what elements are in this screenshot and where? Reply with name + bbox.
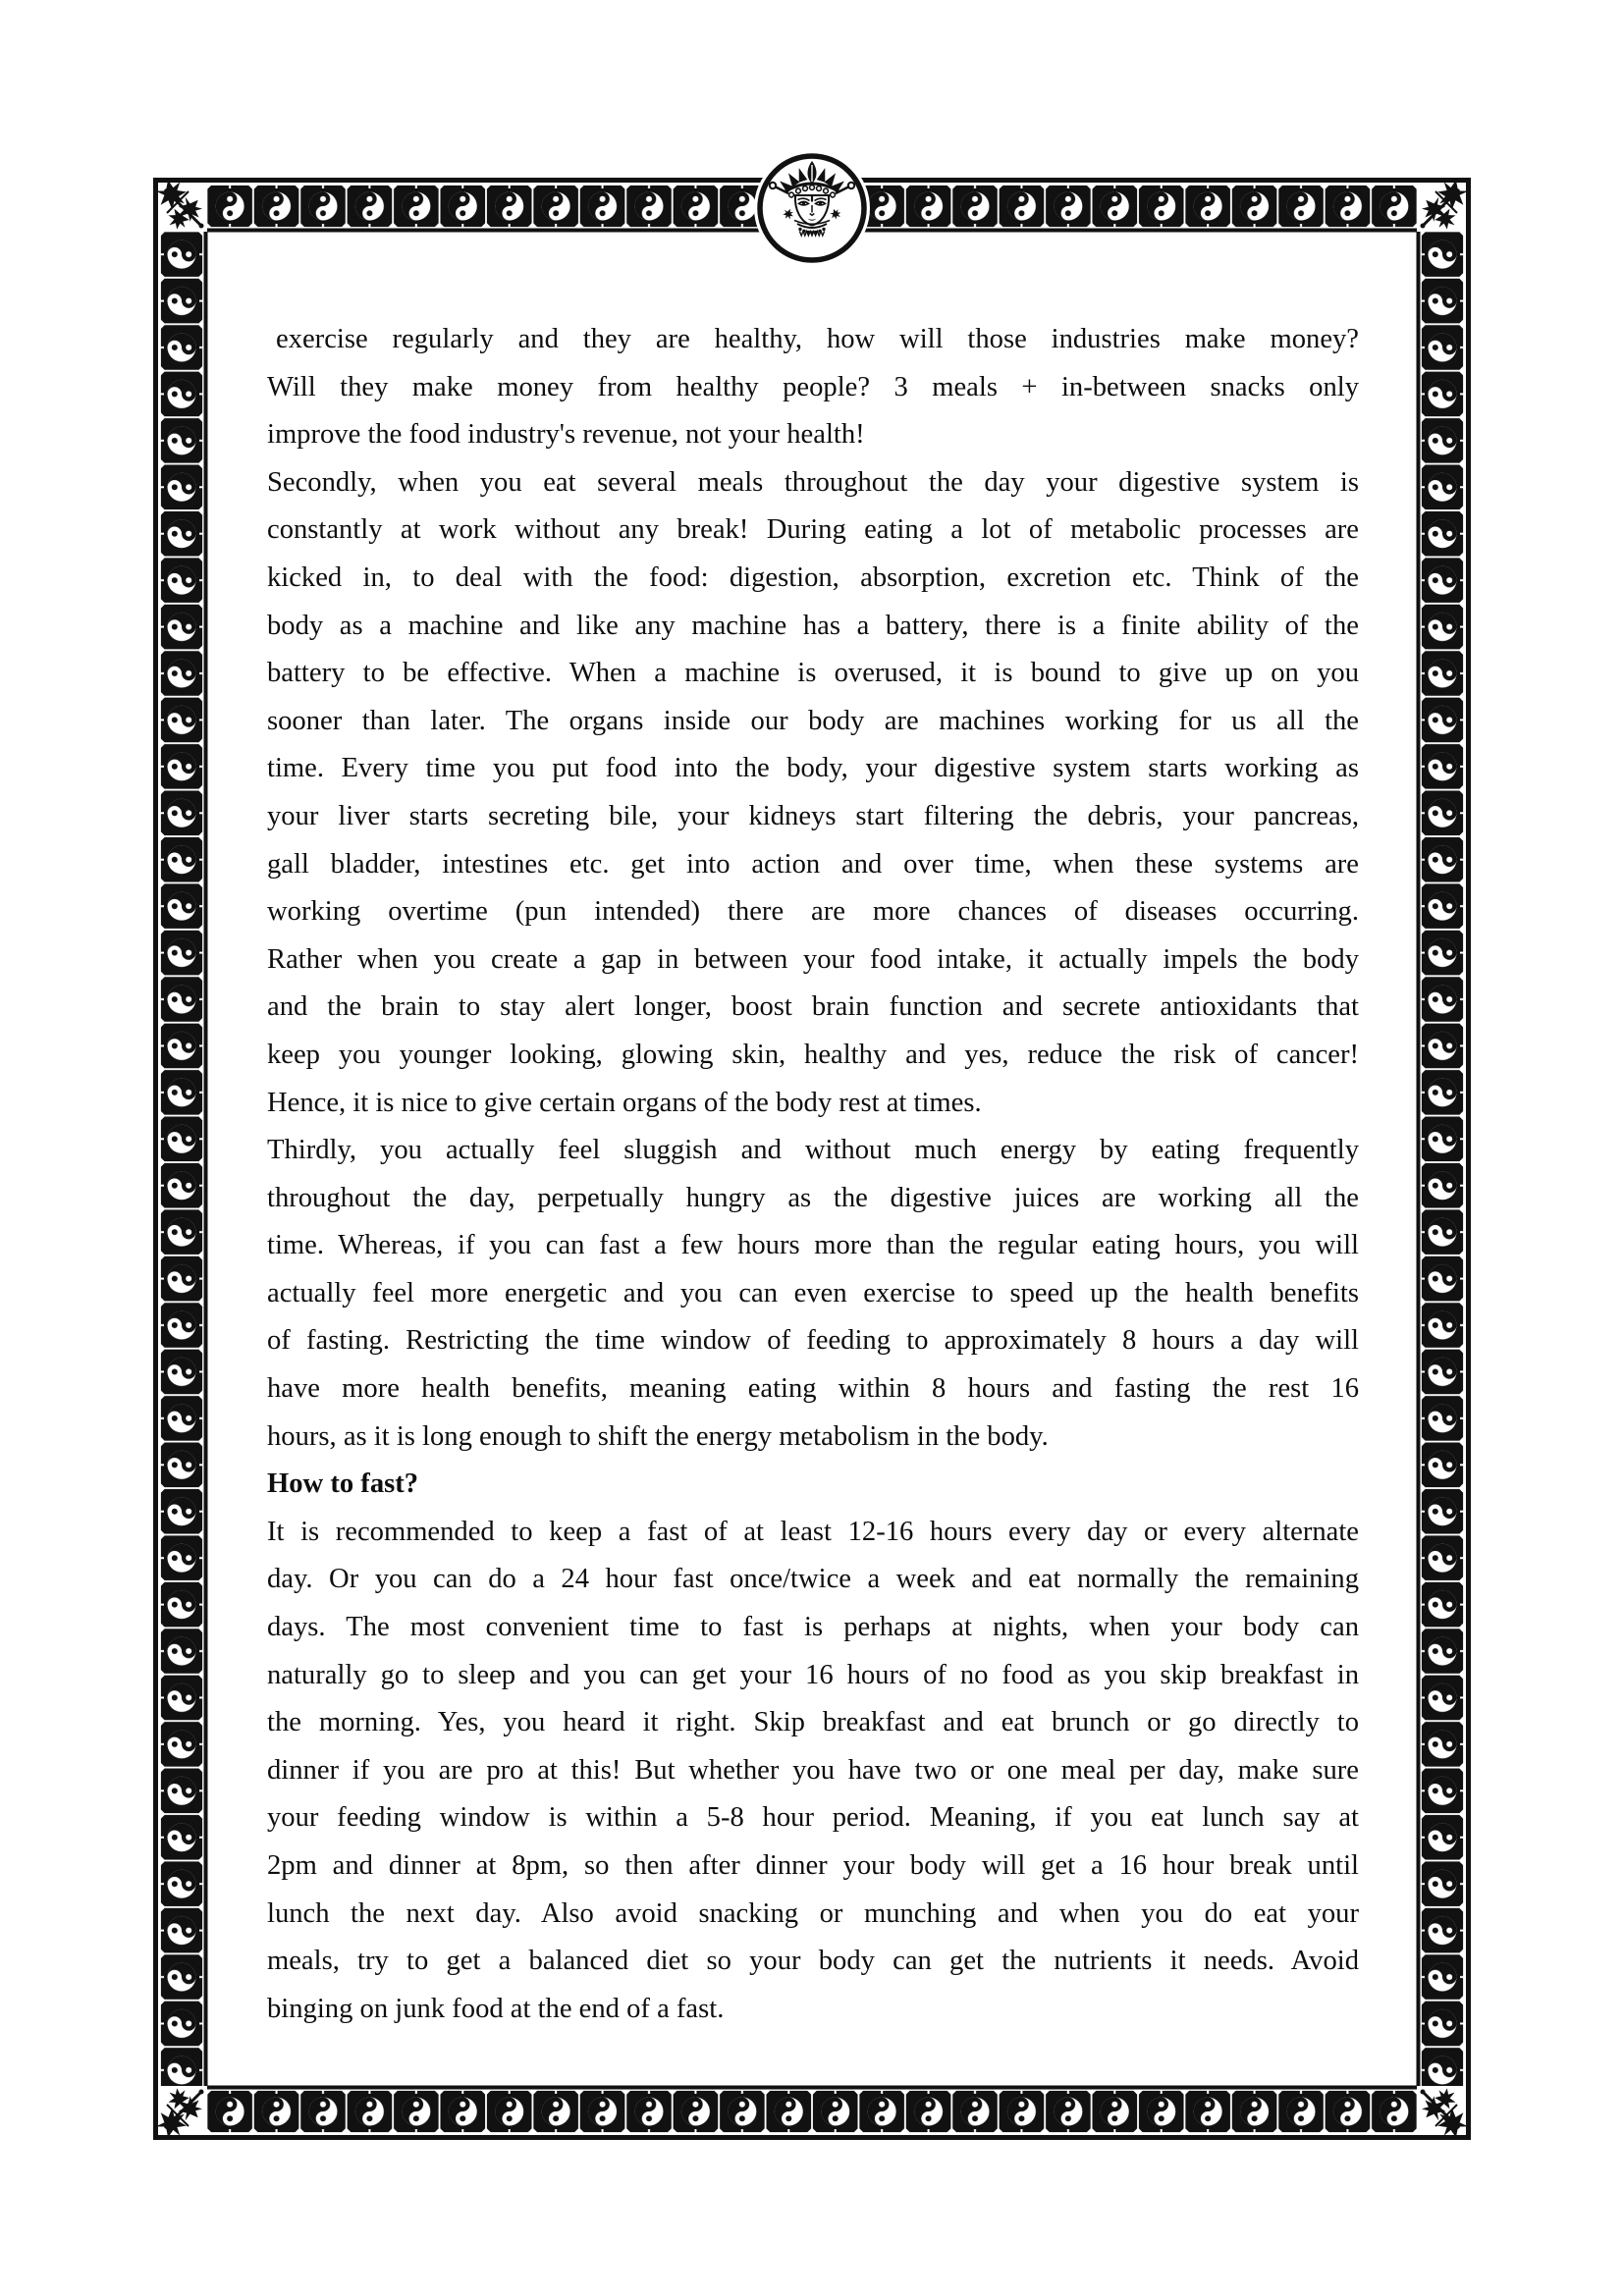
text-line: It is recommended to keep a fast of at least 12-16 hours every day or every alternate <box>267 1516 1359 1547</box>
text-line: keep you younger looking, glowing skin, healthy and yes, reduce the risk of cancer! <box>267 1039 1359 1070</box>
text-line: dinner if you are pro at this! But whether you have two or one meal per day, make sure <box>267 1754 1359 1786</box>
text-line: have more health benefits, meaning eating within 8 hours and fasting the rest 16 <box>267 1373 1359 1405</box>
text-line: Hence, it is nice to give certain organs of the body rest at times. <box>267 1087 982 1118</box>
text-line: working overtime (pun intended) there are more chances of diseases occurring. <box>267 896 1359 928</box>
text-line: How to fast? <box>267 1468 419 1500</box>
text-line: battery to be effective. When a machine is overused, it is bound to give up on you <box>267 658 1359 689</box>
text-line: exercise regularly and they are healthy, how will those industries make money? <box>276 324 1359 354</box>
text-line: the morning. Yes, you heard it right. Skip breakfast and eat brunch or go directly to <box>267 1707 1359 1738</box>
text-line: naturally go to sleep and you can get your 16 hours of no food as you skip breakfast in <box>267 1659 1359 1690</box>
text-line: binging on junk food at the end of a fast. <box>267 1993 725 2024</box>
text-line: improve the food industry's revenue, not your health! <box>267 419 865 451</box>
text-line: Will they make money from healthy people? 3 meals + in-between snacks only <box>267 371 1359 402</box>
text-line: actually feel more energetic and you can even exercise to speed up the health benefits <box>267 1277 1359 1308</box>
text-line: time. Whereas, if you can fast a few hours more than the regular eating hours, you will <box>267 1230 1359 1261</box>
text-line: Secondly, when you eat several meals throughout the day your digestive system is <box>267 466 1359 498</box>
text-line: your feeding window is within a 5-8 hour period. Meaning, if you eat lunch say at <box>267 1802 1359 1834</box>
text-line: of fasting. Restricting the time window of feeding to approximately 8 hours a day will <box>267 1325 1359 1357</box>
text-line: your liver starts secreting bile, your kidneys start filtering the debris, your pancreas, <box>267 800 1359 831</box>
text-line: kicked in, to deal with the food: digestion, absorption, excretion etc. Think of the <box>267 561 1359 593</box>
goddess-emblem <box>754 150 870 266</box>
paragraph <box>267 1127 1359 1461</box>
text-line: day. Or you can do a 24 hour fast once/twice a week and eat normally the remaining <box>267 1564 1359 1595</box>
page-body-text <box>267 316 1359 2033</box>
text-line: hours, as it is long enough to shift the energy metabolism in the body. <box>267 1420 1049 1452</box>
text-line: constantly at work without any break! During eating a lot of metabolic processes are <box>267 514 1359 546</box>
paragraph <box>267 1509 1359 2034</box>
text-line: Thirdly, you actually feel sluggish and without much energy by eating frequently <box>267 1135 1359 1166</box>
text-line: body as a machine and like any machine has a battery, there is a finite ability of the <box>267 610 1359 641</box>
text-line: 2pm and dinner at 8pm, so then after dinner your body will get a 16 hour break until <box>267 1850 1359 1881</box>
paragraph <box>267 316 1359 459</box>
paragraph <box>267 459 1359 1127</box>
text-line: days. The most convenient time to fast is perhaps at nights, when your body can <box>267 1612 1359 1643</box>
text-line: time. Every time you put food into the body, your digestive system starts working as <box>267 753 1359 784</box>
section-heading <box>267 1461 1359 1509</box>
text-line: lunch the next day. Also avoid snacking or munching and when you do eat your <box>267 1897 1359 1929</box>
text-line: throughout the day, perpetually hungry as the digestive juices are working all the <box>267 1182 1359 1213</box>
text-line: gall bladder, intestines etc. get into action and over time, when these systems are <box>267 848 1359 880</box>
text-line: Rather when you create a gap in between your food intake, it actually impels the body <box>267 943 1359 975</box>
text-line: meals, try to get a balanced diet so your body can get the nutrients it needs. Avoid <box>267 1946 1359 1977</box>
text-line: and the brain to stay alert longer, boost brain function and secrete antioxidants that <box>267 991 1359 1023</box>
text-line: sooner than later. The organs inside our body are machines working for us all the <box>267 705 1359 736</box>
